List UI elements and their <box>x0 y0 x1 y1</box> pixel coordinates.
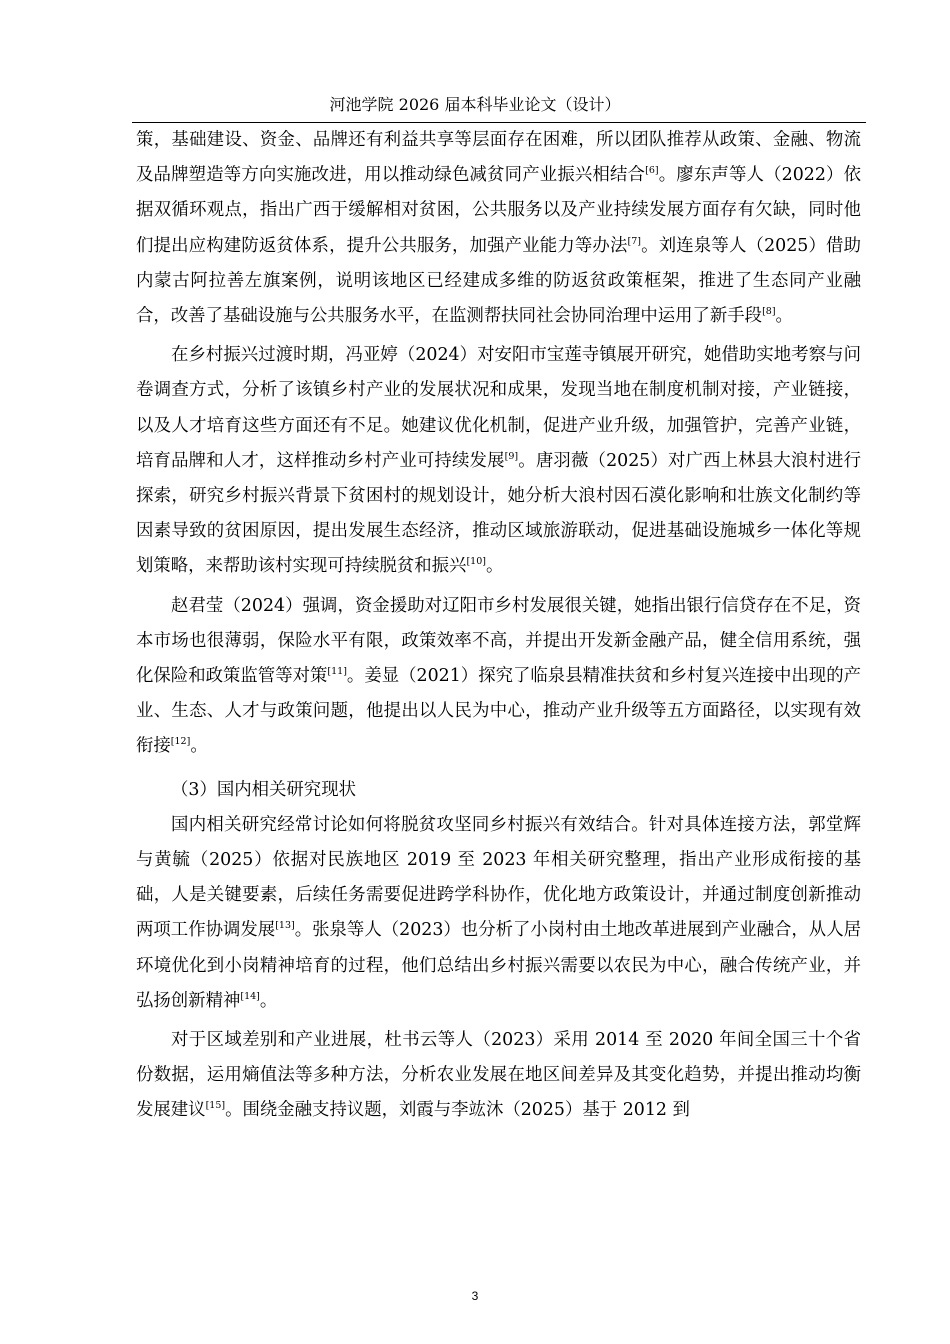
paragraph-1: 策，基础建设、资金、品牌还有利益共享等层面存在困难，所以团队推荐从政策、金融、物流及品牌塑造等方向实施改进，用以推动绿色减贫同产业振兴相结合[6]。廖东声等人（2022）依据双循环观点，指出广西于缓解相对贫困，公共服务以及产业持续发展方面存有欠缺，同时他们提出应构建防返贫体系，提升公共服务，加强产业能力等办法[7]。刘连泉等人（2025）借助内蒙古阿拉善左旗案例，说明该地区已经建成多维的防返贫政策框架，推进了生态同产业融合，改善了基础设施与公共服务水平，在监测帮扶同社会协同治理中运用了新手段[8]。 <box>136 130 861 327</box>
citation-7: [7] <box>627 235 642 247</box>
page-number: 3 <box>471 1289 479 1303</box>
citation-13: [13] <box>275 920 295 932</box>
section-heading: （3）国内相关研究现状 <box>171 779 356 800</box>
document-body <box>136 123 861 1129</box>
paragraph-3: 赵君莹（2024）强调，资金援助对辽阳市乡村发展很关键，她指出银行信贷存在不足，资本市场也很薄弱，保险水平有限，政策效率不高，并提出开发新金融产品，健全信用系统，强化保险和政策监管等对策[11]。姜显（2021）探究了临泉县精准扶贫和乡村复兴连接中出现的产业、生态、人才与政策问题，他提出以人民为中心，推动产业升级等五方面路径，以实现有效衔接[12]。 <box>136 595 861 757</box>
citation-9: [9] <box>504 450 519 462</box>
paragraph-5: 对于区域差别和产业进展，杜书云等人（2023）采用 2014 至 2020 年间全国三十个省份数据，运用熵值法等多种方法，分析农业发展在地区间差异及其变化趋势，并提出推动均衡发展建议[15]。围绕金融支持议题，刘霞与李竑沐（2025）基于 2012 到 <box>136 1030 861 1121</box>
citation-8: [8] <box>762 306 776 318</box>
paragraph-2: 在乡村振兴过渡时期，冯亚婷（2024）对安阳市宝莲寺镇展开研究，她借助实地考察与问卷调查方式，分析了该镇乡村产业的发展状况和成果，发现当地在制度机制对接，产业链接，以及人才培育这些方面还有不足。她建议优化机制，促进产业升级，加强管护，完善产业链，培育品牌和人才，这样推动乡村产业可持续发展[9]。唐羽薇（2025）对广西上林县大浪村进行探索，研究乡村振兴背景下贫困村的规划设计，她分析大浪村因石漠化影响和壮族文化制约等因素导致的贫困原因，提出发展生态经济，推动区域旅游联动，促进基础设施城乡一体化等规划策略，来帮助该村实现可持续脱贫和振兴[10]。 <box>136 345 861 577</box>
citation-15: [15] <box>205 1100 226 1112</box>
citation-11: [11] <box>327 666 347 678</box>
citation-14: [14] <box>240 990 260 1002</box>
citation-6: [6] <box>645 165 659 177</box>
citation-10: [10] <box>466 556 486 568</box>
page-header: 河池学院 2026 届本科毕业论文（设计） <box>329 95 621 114</box>
paragraph-4: 国内相关研究经常讨论如何将脱贫攻坚同乡村振兴有效结合。针对具体连接方法，郭堂辉与黄毓（2025）依据对民族地区 2019 至 2023 年相关研究整理，指出产业形成衔接的基础，人是关键要素，后续任务需要促进跨学科协作，优化地方政策设计，并通过制度创新推动两项工作协调发展[13]。张泉等人（2023）也分析了小岗村由土地改革进展到产业融合，从人居环境优化到小岗精神培育的过程，他们总结出乡村振兴需要以农民为中心，融合传统产业，并弘扬创新精神[14]。 <box>136 814 861 1011</box>
citation-12: [12] <box>170 736 191 748</box>
